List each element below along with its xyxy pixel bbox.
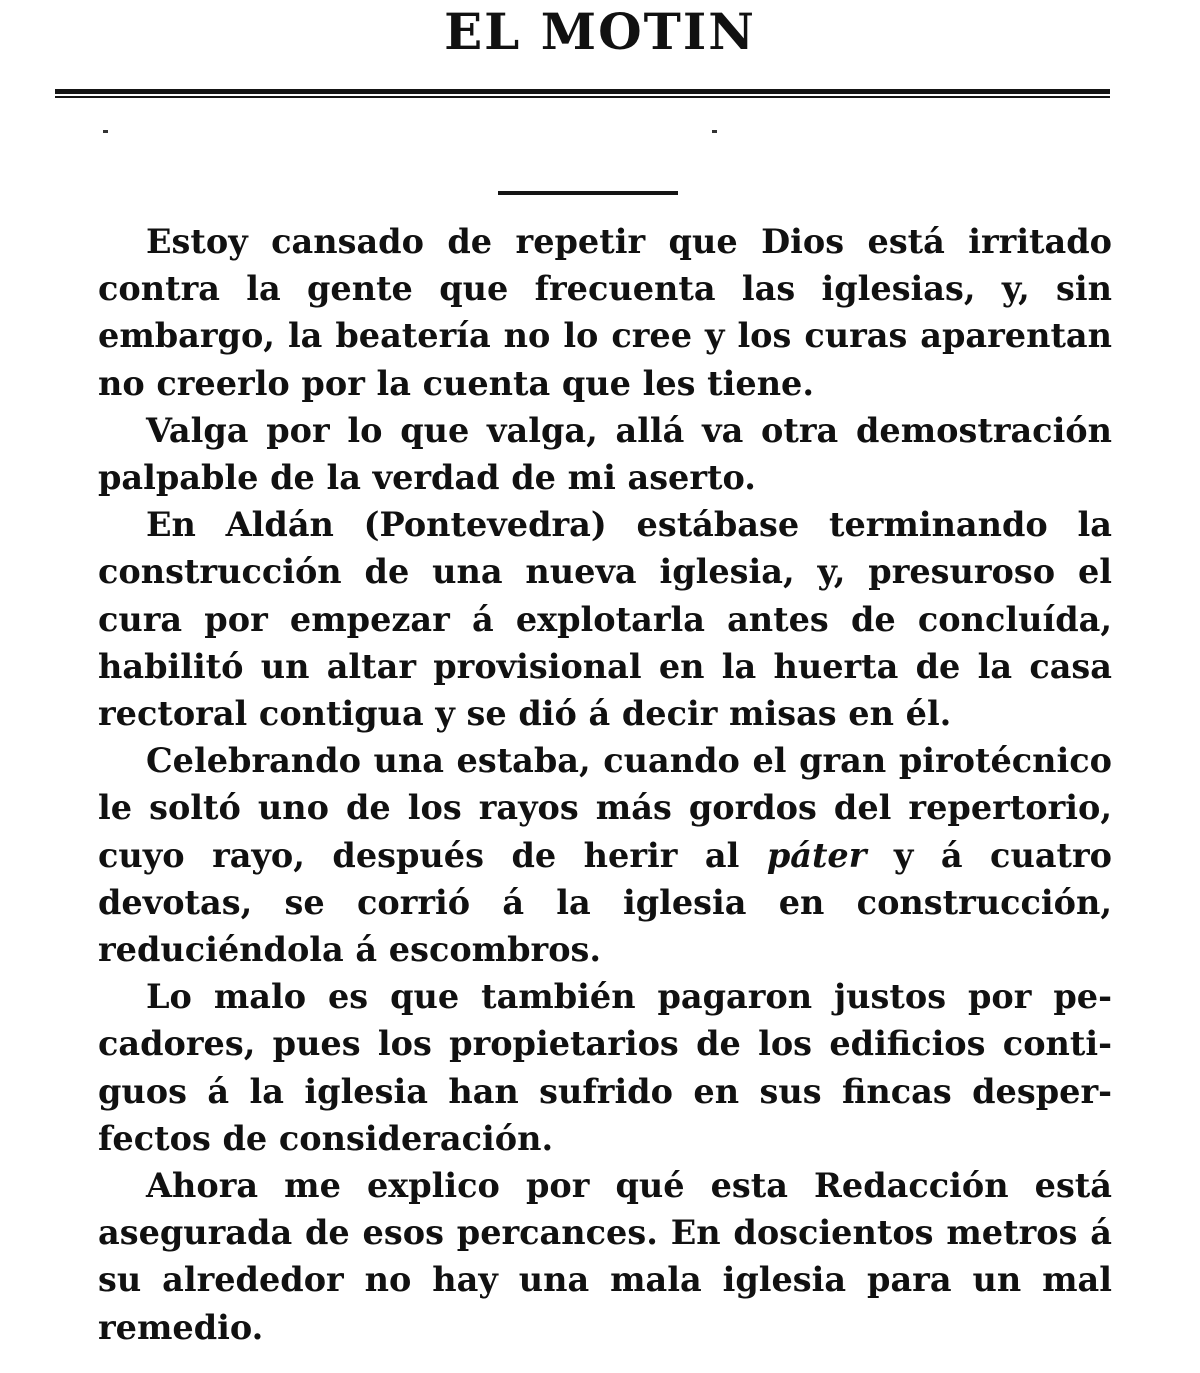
masthead-double-rule xyxy=(55,86,1110,100)
article-paragraph-4 xyxy=(98,737,1112,973)
paragraph-text-after-italic: y á cuatro devotas, se corrió á la iglesia en construcción, reduciéndola á escombros. xyxy=(98,835,1112,970)
article-body xyxy=(98,218,1112,1351)
print-speck xyxy=(712,130,717,133)
masthead xyxy=(0,0,1200,61)
italic-word-pater: páter xyxy=(766,835,867,875)
article-paragraph-1: Estoy cansado de repetir que Dios está irritado contra la gente que frecuenta las iglesias, y, sin embargo, la beatería no lo cree y los curas aparentan no creerlo por la cuenta que les tiene. xyxy=(98,222,1112,403)
double-rule-thin-line xyxy=(55,96,1110,98)
paragraph-text-before-italic: Celebrando una estaba, cuando el gran pirotécnico le soltó uno de los rayos más gordos del repertorio, cuyo rayo, después de herir al xyxy=(98,741,1112,875)
print-speck xyxy=(103,130,108,133)
newspaper-title: EL MOTIN xyxy=(444,2,756,61)
article-paragraph-3: En Aldán (Pontevedra) estábase terminando la construcción de una nueva iglesia, y, presuroso el cura por empezar á explotarla antes de concluída, habilitó un altar provisional en la huerta de la casa rectoral contigua y se dió á decir misas en él. xyxy=(98,505,1112,734)
article-paragraph-2: Valga por lo que valga, allá va otra demostración palpable de la verdad de mi aserto. xyxy=(98,410,1112,498)
section-divider-rule xyxy=(498,191,678,195)
article-paragraph-5: Lo malo es que también pagaron justos por pecadores, pues los propietarios de los edificios contiguos á la iglesia han sufrido en sus fincas desperfectos de consideración. xyxy=(98,977,1112,1158)
double-rule-thick-line xyxy=(55,89,1110,94)
article-paragraph-6: Ahora me explico por qué esta Redacción está asegurada de esos percances. En doscientos metros á su alrededor no hay una mala iglesia para un mal remedio. xyxy=(98,1166,1112,1347)
